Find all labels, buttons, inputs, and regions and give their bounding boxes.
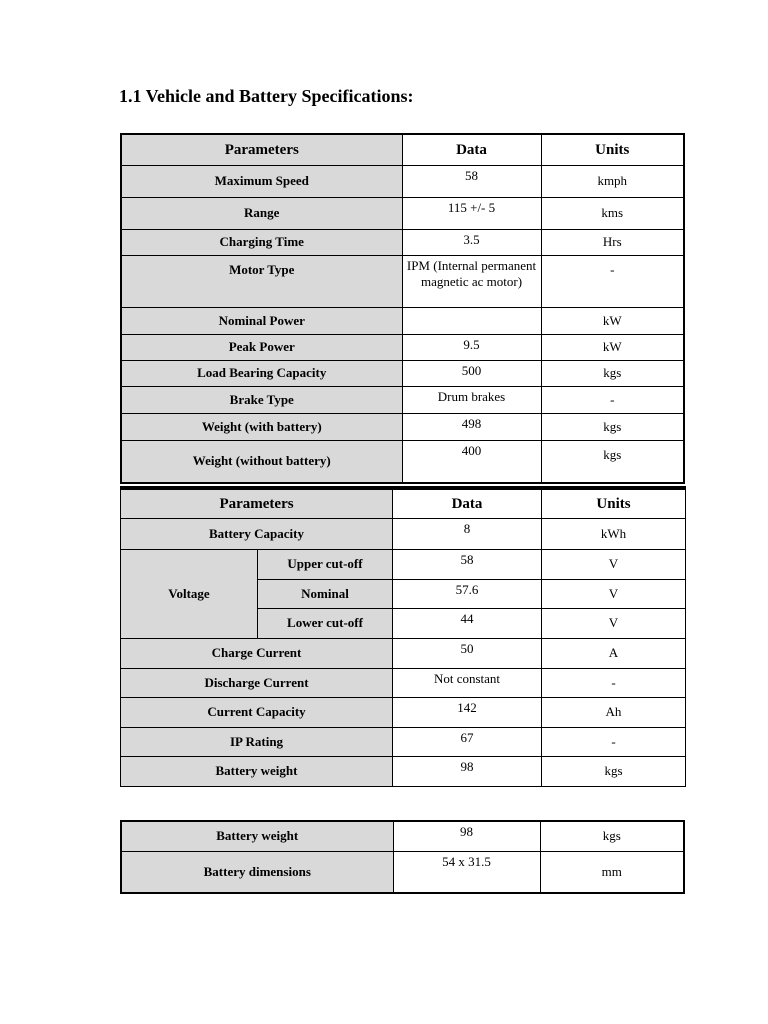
param-cell: Weight (with battery) <box>121 413 402 440</box>
unit-cell: V <box>542 549 686 579</box>
unit-cell: kgs <box>541 413 684 440</box>
param-cell: Maximum Speed <box>121 165 402 197</box>
data-cell: 9.5 <box>402 334 541 360</box>
param-cell: Battery Capacity <box>121 518 393 549</box>
data-cell: 58 <box>402 165 541 197</box>
table-row <box>121 360 684 386</box>
param-cell: Weight (without battery) <box>121 440 402 483</box>
unit-cell: Hrs <box>541 229 684 255</box>
unit-cell: kms <box>541 197 684 229</box>
unit-cell: - <box>541 255 684 307</box>
header-units: Units <box>541 134 684 165</box>
unit-cell: V <box>542 608 686 638</box>
unit-cell: V <box>542 579 686 608</box>
param-cell: Charging Time <box>121 229 402 255</box>
data-cell: IPM (Internal permanent magnetic ac motor) <box>402 255 541 307</box>
battery-specs-table <box>120 486 686 787</box>
data-cell: 400 <box>402 440 541 483</box>
data-cell: 142 <box>393 697 542 727</box>
data-cell: 50 <box>393 638 542 668</box>
unit-cell: - <box>542 727 686 756</box>
data-cell: 98 <box>393 821 540 851</box>
unit-cell: kW <box>541 334 684 360</box>
table-row <box>121 165 684 197</box>
param-cell: Brake Type <box>121 386 402 413</box>
data-cell: 44 <box>393 608 542 638</box>
param-cell: Motor Type <box>121 255 402 307</box>
vehicle-specs-table <box>120 133 685 484</box>
param-cell: Nominal <box>258 579 393 608</box>
data-cell: 8 <box>393 518 542 549</box>
unit-cell: kgs <box>542 756 686 786</box>
table-row <box>121 851 684 893</box>
param-cell: Battery dimensions <box>121 851 393 893</box>
param-cell: Peak Power <box>121 334 402 360</box>
param-cell: Range <box>121 197 402 229</box>
data-cell: Drum brakes <box>402 386 541 413</box>
unit-cell: kmph <box>541 165 684 197</box>
param-cell: IP Rating <box>121 727 393 756</box>
data-cell: 498 <box>402 413 541 440</box>
table-row <box>121 821 684 851</box>
header-parameters: Parameters <box>121 134 402 165</box>
unit-cell: kW <box>541 307 684 334</box>
param-cell: Battery weight <box>121 756 393 786</box>
table-header-row <box>121 134 684 165</box>
param-cell: Discharge Current <box>121 668 393 697</box>
table-row <box>121 334 684 360</box>
table-row <box>121 518 686 549</box>
data-cell <box>402 307 541 334</box>
data-cell: 58 <box>393 549 542 579</box>
param-cell: Lower cut-off <box>258 608 393 638</box>
unit-cell: - <box>542 668 686 697</box>
battery-extra-table <box>120 820 685 894</box>
param-cell: Load Bearing Capacity <box>121 360 402 386</box>
data-cell: 67 <box>393 727 542 756</box>
unit-cell: kgs <box>540 821 684 851</box>
data-cell: 54 x 31.5 <box>393 851 540 893</box>
table-row <box>121 386 684 413</box>
table-row <box>121 668 686 697</box>
param-cell: Upper cut-off <box>258 549 393 579</box>
data-cell: 3.5 <box>402 229 541 255</box>
param-cell: Nominal Power <box>121 307 402 334</box>
unit-cell: mm <box>540 851 684 893</box>
unit-cell: kWh <box>542 518 686 549</box>
data-cell: 115 +/- 5 <box>402 197 541 229</box>
table-row <box>121 697 686 727</box>
table-row <box>121 307 684 334</box>
header-data: Data <box>393 488 542 518</box>
unit-cell: kgs <box>541 440 684 483</box>
table-row <box>121 549 686 579</box>
table-row <box>121 255 684 307</box>
table-header-row <box>121 488 686 518</box>
table-row <box>121 229 684 255</box>
header-parameters: Parameters <box>121 488 393 518</box>
param-cell: Current Capacity <box>121 697 393 727</box>
data-cell: Not constant <box>393 668 542 697</box>
header-data: Data <box>402 134 541 165</box>
unit-cell: kgs <box>541 360 684 386</box>
unit-cell: A <box>542 638 686 668</box>
table-row <box>121 727 686 756</box>
header-units: Units <box>542 488 686 518</box>
table-row <box>121 413 684 440</box>
data-cell: 500 <box>402 360 541 386</box>
table-row <box>121 197 684 229</box>
param-cell: Charge Current <box>121 638 393 668</box>
param-cell: Battery weight <box>121 821 393 851</box>
table-row <box>121 440 684 483</box>
unit-cell: - <box>541 386 684 413</box>
page-heading: 1.1 Vehicle and Battery Specifications: <box>119 86 414 106</box>
unit-cell: Ah <box>542 697 686 727</box>
table-row <box>121 756 686 786</box>
voltage-label: Voltage <box>121 549 258 638</box>
data-cell: 57.6 <box>393 579 542 608</box>
data-cell: 98 <box>393 756 542 786</box>
table-row <box>121 638 686 668</box>
